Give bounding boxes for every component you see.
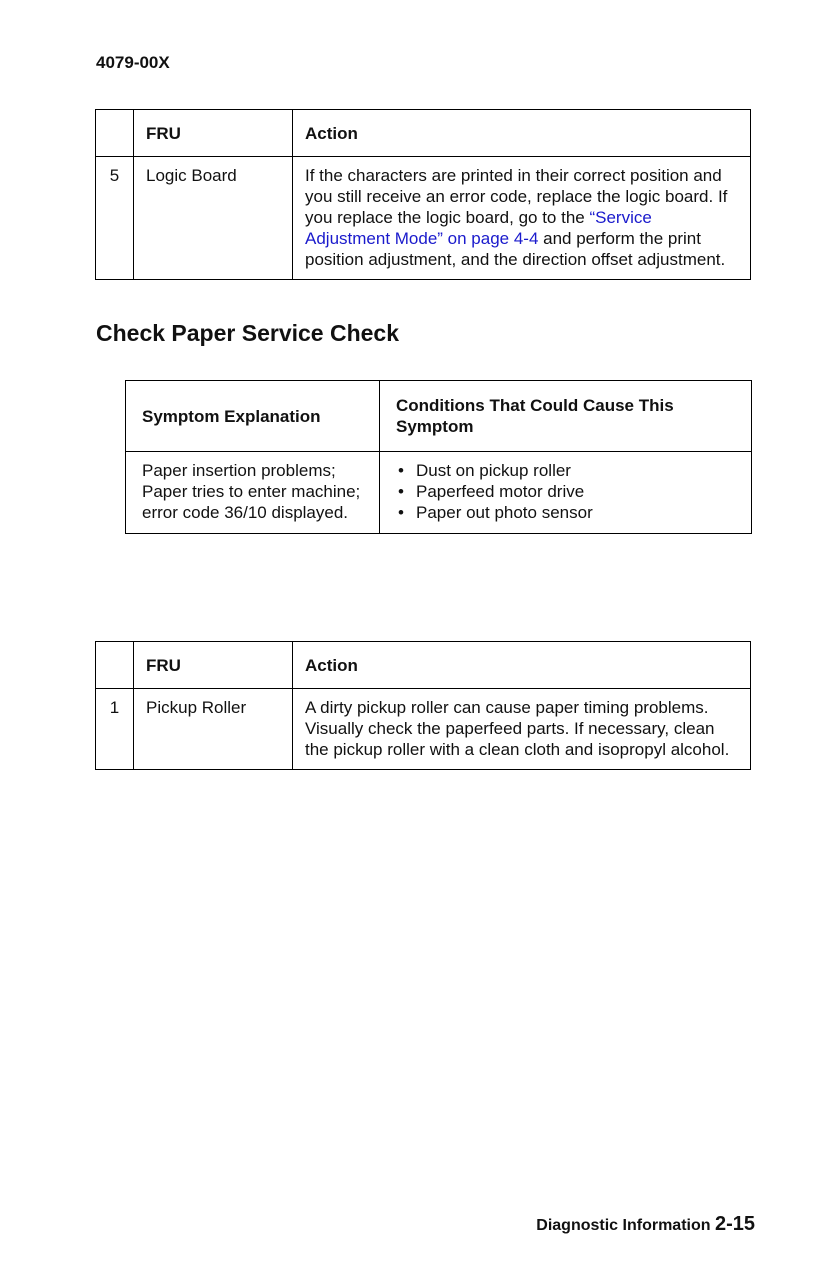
action-text-start: If the characters are printed in their correct position and you still receive an error code, replace the logic board. If you replace the logic board, go to the — [305, 166, 728, 227]
table-header-row — [96, 110, 751, 157]
col-action-header: Action — [293, 642, 751, 689]
footer-section-title: Diagnostic Information — [536, 1217, 711, 1234]
service-adjustment-link[interactable]: “Service Adjustment Mode” on page 4-4 — [305, 208, 652, 248]
conditions-header: Conditions That Could Cause This Symptom — [380, 381, 752, 452]
action-text — [293, 157, 751, 280]
symptom-table — [125, 380, 752, 534]
table-header-row — [126, 381, 752, 452]
col-number-header — [96, 110, 134, 157]
row-number: 1 — [96, 689, 134, 770]
fru-name: Logic Board — [134, 157, 293, 280]
col-number-header — [96, 642, 134, 689]
col-fru-header: FRU — [134, 642, 293, 689]
section-title: Check Paper Service Check — [96, 320, 400, 346]
table-header-row — [96, 642, 751, 689]
condition-item: • Dust on pickup roller — [396, 460, 735, 481]
fru-table-2 — [95, 641, 751, 770]
symptom-text: Paper insertion problems; Paper tries to enter machine; error code 36/10 displayed. — [126, 452, 380, 534]
page-footer — [536, 1213, 755, 1236]
symptom-header: Symptom Explanation — [126, 381, 380, 452]
table-row — [96, 689, 751, 770]
col-action-header: Action — [293, 110, 751, 157]
table-row — [96, 157, 751, 280]
condition-item: • Paper out photo sensor — [396, 502, 735, 523]
condition-item: • Paperfeed motor drive — [396, 481, 735, 502]
col-fru-header: FRU — [134, 110, 293, 157]
page-number: 2-15 — [714, 1213, 755, 1235]
conditions-list — [380, 452, 752, 534]
fru-table-1 — [95, 109, 751, 280]
action-text-end: and perform the print position adjustment, and the direction offset adjustment. — [305, 229, 726, 269]
model-number: 4079-00X — [96, 53, 170, 72]
action-text: A dirty pickup roller can cause paper timing problems. Visually check the paperfeed parts. If necessary, clean the pickup roller with a clean cloth and isopropyl alcohol. — [293, 689, 751, 770]
fru-name: Pickup Roller — [134, 689, 293, 770]
row-number: 5 — [96, 157, 134, 280]
table-row — [126, 452, 752, 534]
